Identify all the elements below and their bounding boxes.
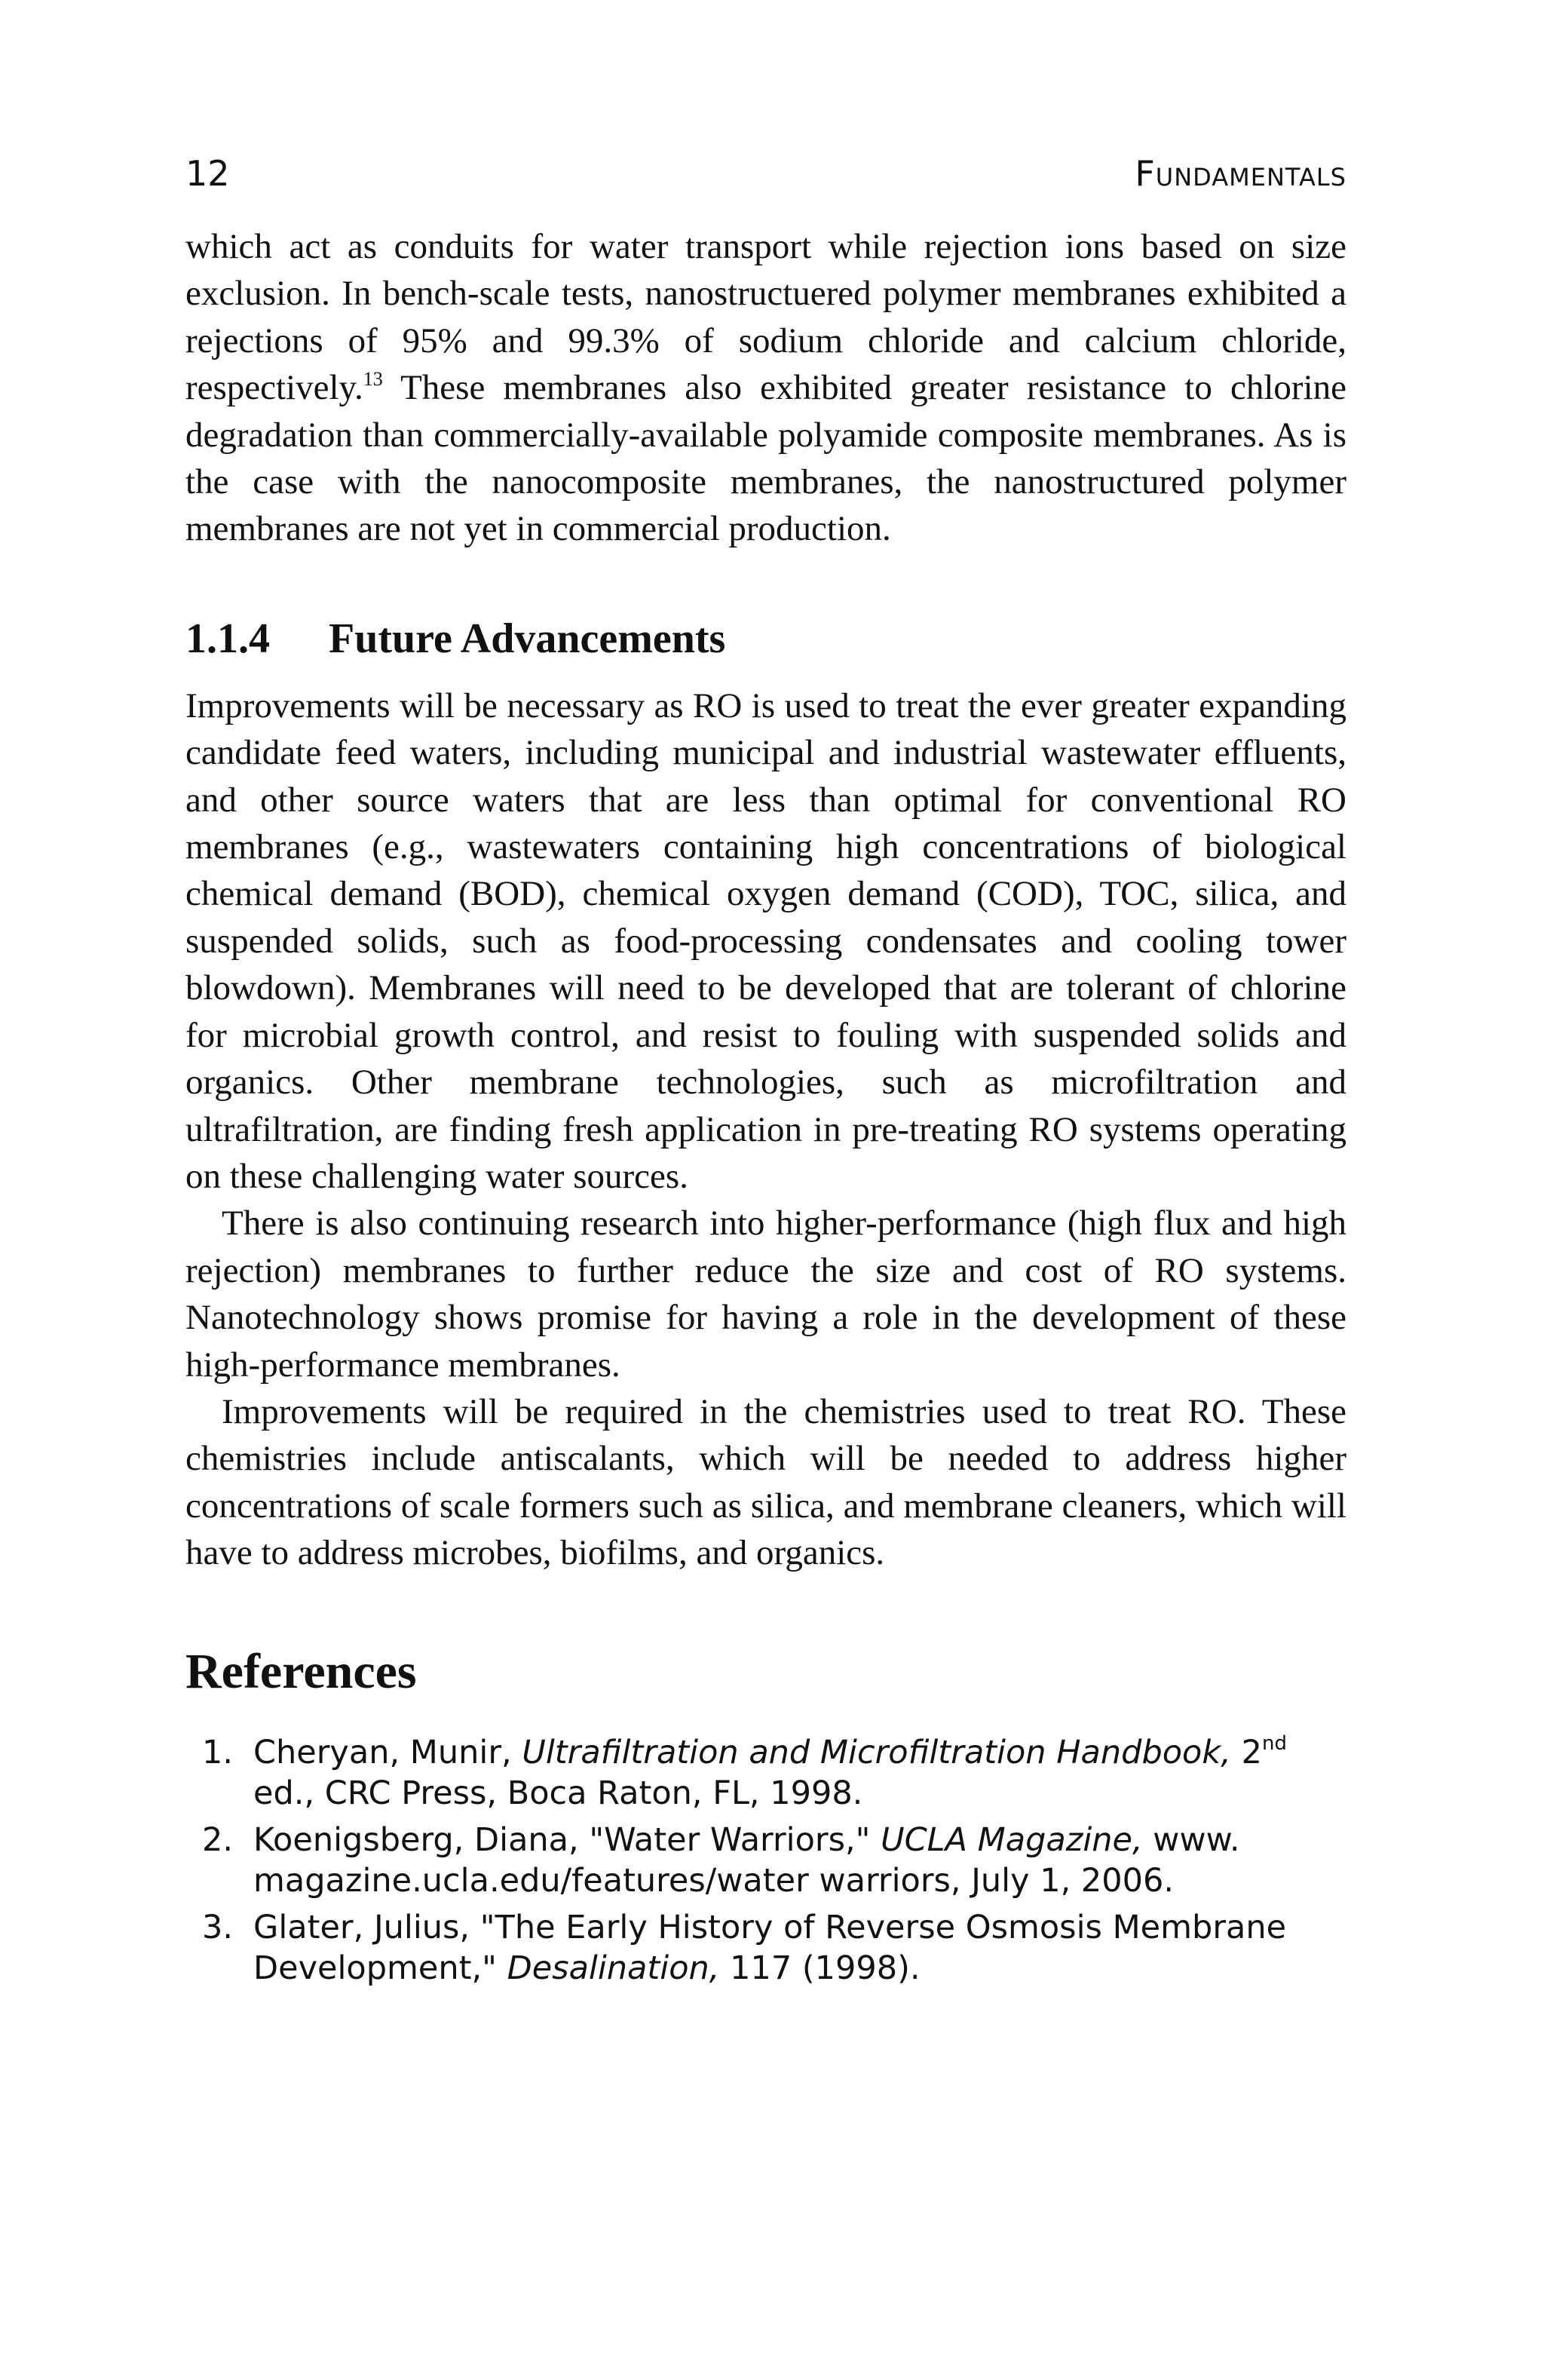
references-heading: References — [185, 1643, 417, 1699]
body-paragraph: There is also continuing research into higher-performance (high flux and high rejection) membranes to further reduce the size and cost of RO systems. Nanotechnology shows promise for having a role in the development of these high-performance membranes. — [185, 1204, 1346, 1385]
reference-number: 1. — [202, 1733, 234, 1771]
reference-number: 3. — [202, 1908, 234, 1946]
body-paragraph: Improvements will be required in the chemistries used to treat RO. These chemistries include antiscalants, which will be needed to address higher concentrations of scale formers such as silica, and membrane cleaners, which will have to address microbes, biofilms, and organics. — [185, 1391, 1346, 1573]
citation-superscript: 13 — [363, 368, 383, 391]
section-title: Future Advancements — [329, 615, 726, 662]
body-paragraph: Improvements will be necessary as RO is used to treat the ever greater expanding candidate feed waters, including municipal and industrial wastewater effluents, and other source waters that are less than optimal for conventional RO membranes (e.g., wastewaters containing high concentrations of biological chemical demand (BOD), chemical oxygen demand (COD), TOC, silica, and suspended solids, such as food-processing condensates and cooling tower blowdown). Membranes will need to be developed that are tolerant of chlorine for microbial growth control, and resist to fouling with suspended solids and organics. Other membrane technologies, such as microfiltration and ultrafiltration, are finding fresh application in pre-treating RO systems operating on these challenging water sources. — [185, 685, 1346, 1196]
reference-text: 117 (1998). — [719, 1949, 921, 1987]
reference-text: Koenigsberg, Diana, "Water Warriors," — [253, 1820, 881, 1859]
reference-title: Desalination, — [507, 1949, 720, 1987]
section-heading — [185, 612, 1346, 666]
reference-list — [185, 1732, 1346, 1989]
running-head-title: Fundamentals — [1135, 153, 1346, 194]
reference-title: Ultrafiltration and Microfiltration Handbook, — [522, 1733, 1231, 1771]
reference-text: Cheryan, Munir, — [253, 1733, 522, 1771]
reference-text: ed., CRC Press, Boca Raton, FL, 1998. — [253, 1774, 863, 1812]
body-paragraph-continued — [185, 223, 1346, 553]
paragraph-text: which act as conduits for water transport while rejection ions based on size exclusion. In bench-scale tests, nanostructuered polymer membranes exhibited a rejections of 95% and 99.3% of sodium chloride and calcium chloride, respectively. — [185, 227, 1346, 408]
section-number: 1.1.4 — [185, 615, 270, 662]
reference-text: 2 — [1230, 1733, 1262, 1771]
book-page — [185, 151, 1346, 1995]
reference-item — [185, 1732, 1346, 1814]
reference-item — [185, 1907, 1346, 1989]
running-head — [185, 151, 1346, 196]
page-number: 12 — [185, 153, 230, 194]
reference-text: Glater, Julius, "The Early History of Reverse Osmosis Membrane Development," — [253, 1908, 1287, 1987]
reference-superscript: nd — [1261, 1731, 1287, 1755]
reference-number: 2. — [202, 1820, 234, 1859]
reference-item — [185, 1820, 1346, 1901]
paragraph-text: These membranes also exhibited greater resistance to chlorine degradation than commercially-available polyamide composite membranes. As is the case with the nanocomposite membranes, the nanostructured polymer membranes are not yet in commercial production. — [185, 368, 1346, 549]
reference-title: UCLA Magazine, — [881, 1820, 1143, 1859]
reference-text: www. magazine.ucla.edu/features/water warriors, July 1, 2006. — [253, 1820, 1240, 1900]
